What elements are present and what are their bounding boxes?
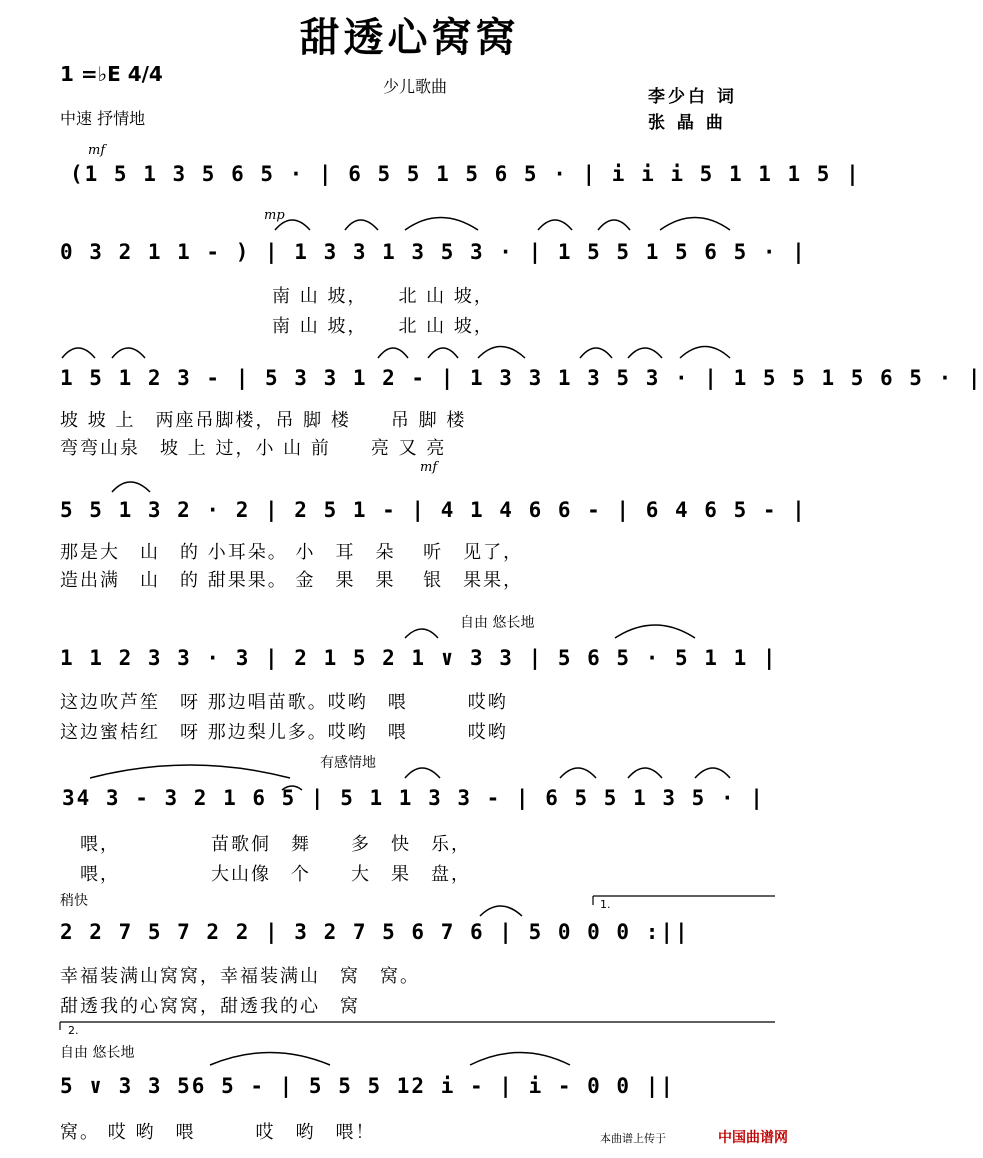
genre-label: 少儿歌曲 <box>383 77 448 96</box>
lyric-verse-1: 窝。 哎 哟 喂 哎 哟 喂！ <box>60 1122 376 1143</box>
expression-with-feeling: 有感情地 <box>320 755 376 771</box>
song-title: 甜透心窝窝 <box>299 15 520 61</box>
site-logo[interactable]: 中国曲谱网 <box>718 1130 788 1146</box>
expression-free-long: 自由 悠长地 <box>60 1045 135 1061</box>
lyric-verse-2: 弯弯山泉 坡 上 过，小 山 前 亮 又 亮 <box>60 438 447 459</box>
dynamic-mf: mf <box>420 460 438 475</box>
notation-row: 5 ∨ 3 3 56 5 - | 5 5 5 12 i - | i - 0 0 || <box>60 1074 676 1098</box>
upload-credit: 本曲谱上传于 <box>600 1132 666 1145</box>
dynamic-mp: mp <box>264 208 285 223</box>
lyric-verse-1: 幸福装满山窝窝，幸福装满山 窝 窝。 <box>60 966 420 987</box>
notation-row: (1 5 1 3 5 6 5 · | 6 5 5 1 5 6 5 · | i i i 5 1 1 1 5 | <box>70 162 861 186</box>
notation-row: 2 2 7 5 7 2 2 | 3 2 7 5 6 7 6 | 5 0 0 0 :|| <box>60 920 690 944</box>
notation-row: 1 5 1 2 3 - | 5 3 3 1 2 - | 1 3 3 1 3 5 3 · | 1 5 5 1 5 6 5 · | <box>60 366 983 390</box>
lyric-verse-2: 甜透我的心窝窝，甜透我的心 窝 <box>60 996 360 1017</box>
notation-row: 5 5 1 3 2 · 2 | 2 5 1 - | 4 1 4 6 6 - | 6 4 6 5 - | <box>60 498 807 522</box>
volta-second-ending: 2. <box>68 1024 79 1037</box>
lyric-verse-2: 南 山 坡， 北 山 坡， <box>272 316 494 337</box>
lyric-verse-1: 那是大 山 的 小耳朵。 小 耳 朵 听 见了， <box>60 542 524 563</box>
key-signature: 1 =♭E 4/4 <box>60 62 163 86</box>
lyric-verse-1: 南 山 坡， 北 山 坡， <box>272 286 494 307</box>
expression-free-long: 自由 悠长地 <box>460 615 535 631</box>
lyricist-credit: 李少白 词 <box>648 87 737 107</box>
volta-first-ending: 1. <box>600 898 611 911</box>
lyric-verse-1: 喂， 苗歌侗 舞 多 快 乐， <box>80 834 471 855</box>
lyric-verse-2: 这边蜜桔红 呀 那边梨儿多。哎哟 喂 哎哟 <box>60 722 508 743</box>
notation-row: 1 1 2 3 3 · 3 | 2 1 5 2 1 ∨ 3 3 | 5 6 5 · 5 1 1 | <box>60 646 778 670</box>
lyric-verse-1: 这边吹芦笙 呀 那边唱苗歌。哎哟 喂 哎哟 <box>60 692 508 713</box>
dynamic-mf: mf <box>88 143 106 158</box>
lyric-verse-1: 坡 坡 上 两座吊脚楼，吊 脚 楼 吊 脚 楼 <box>60 410 467 431</box>
notation-row: 34 3 - 3 2 1 6 5 | 5 1 1 3 3 - | 6 5 5 1 3 5 · | <box>62 786 765 810</box>
tempo-marking: 中速 抒情地 <box>60 109 146 128</box>
lyric-verse-2: 喂， 大山像 个 大 果 盘， <box>80 864 471 885</box>
expression-faster: 稍快 <box>60 893 88 909</box>
notation-row: 0 3 2 1 1 - ) | 1 3 3 1 3 5 3 · | 1 5 5 1 5 6 5 · | <box>60 240 807 264</box>
lyric-verse-2: 造出满 山 的 甜果果。 金 果 果 银 果果， <box>60 570 524 591</box>
composer-credit: 张 晶 曲 <box>648 113 726 133</box>
